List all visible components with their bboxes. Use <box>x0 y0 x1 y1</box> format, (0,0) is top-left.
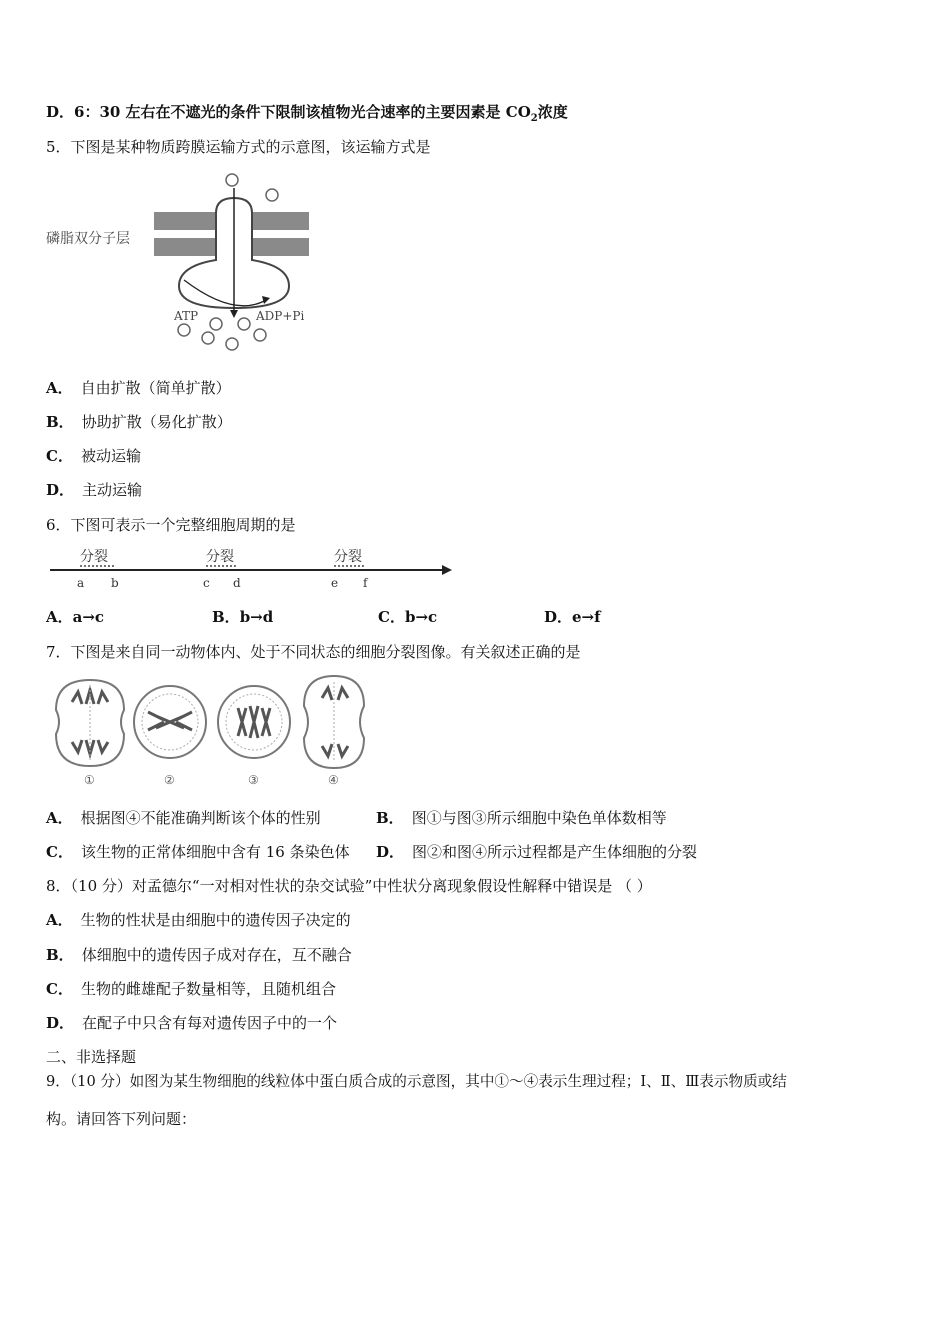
option-text: 生物的雌雄配子数量相等，且随机组合 <box>80 980 336 998</box>
molecule <box>266 189 278 201</box>
cell-label-1: ① <box>84 773 95 787</box>
q7-options-row-2 <box>46 842 697 862</box>
q6-option-a <box>46 607 212 627</box>
cell-cycle-timeline <box>46 544 456 592</box>
option-text: 协助扩散（易化扩散） <box>81 413 232 431</box>
option-text: b→d <box>239 608 274 626</box>
option-label: C． <box>46 843 73 861</box>
cell-label-4: ④ <box>328 773 339 787</box>
q7-option-a <box>46 808 376 828</box>
q5-stem: 5．下图是某种物质跨膜运输方式的示意图，该运输方式是 <box>46 138 431 156</box>
point-d: d <box>233 576 241 590</box>
cell-2 <box>134 686 206 758</box>
q7-stem: 7．下图是来自同一动物体内、处于不同状态的细胞分裂图像。有关叙述正确的是 <box>46 643 581 661</box>
section-heading: 二、非选择题 <box>46 1048 137 1066</box>
q7-options-row-1 <box>46 808 667 828</box>
option-text: 主动运输 <box>82 481 143 499</box>
option-text: 该生物的正常体细胞中含有 16 条染色体 <box>80 843 350 861</box>
q8-option-b <box>46 945 352 965</box>
option-label: A． <box>46 809 73 827</box>
molecule <box>226 174 238 186</box>
point-e: e <box>331 576 339 590</box>
option-text: 根据图④不能准确判断该个体的性别 <box>80 809 321 827</box>
option-label: B． <box>46 413 74 431</box>
q7-option-c <box>46 842 376 862</box>
q5-option-b <box>46 412 232 432</box>
q6-option-b <box>212 607 378 627</box>
option-text: 体细胞中的遗传因子成对存在，互不融合 <box>81 946 352 964</box>
q4-option-d <box>46 102 568 129</box>
adp-label: ADP+Pi <box>256 309 305 323</box>
option-label: A． <box>46 608 73 626</box>
option-label: C． <box>378 608 405 626</box>
option-label: B． <box>376 809 404 827</box>
q6-options-row <box>46 607 710 627</box>
molecule <box>254 329 266 341</box>
transport-arrow-head <box>230 310 238 318</box>
option-label: B． <box>46 946 74 964</box>
option-label: D． <box>544 608 573 626</box>
cell-division-figure <box>52 672 372 790</box>
cell-3 <box>218 686 290 758</box>
q7-option-d <box>376 843 697 861</box>
q8-option-c <box>46 979 336 999</box>
segment-label: 分裂 <box>80 549 108 565</box>
option-label: D． <box>46 103 75 121</box>
q9-stem-line-1: 9．（10 分）如图为某生物细胞的线粒体中蛋白质合成的示意图，其中①～④表示生理过程；Ⅰ、Ⅱ、Ⅲ表示物质或结 <box>46 1073 787 1090</box>
molecule <box>238 318 250 330</box>
cell-label-3: ③ <box>248 773 259 787</box>
segment-label: 分裂 <box>334 549 362 565</box>
cell-4 <box>304 676 364 768</box>
option-label: D． <box>376 843 405 861</box>
q8-option-d <box>46 1013 337 1033</box>
molecule <box>226 338 238 350</box>
option-text: 自由扩散（简单扩散） <box>80 379 231 397</box>
option-text: 6：30 左右在不遮光的条件下限制该植物光合速率的主要因素是 CO <box>74 103 531 121</box>
q8-option-a <box>46 910 351 930</box>
subscript: 2 <box>530 113 538 124</box>
option-label: D． <box>46 481 75 499</box>
option-label: B． <box>212 608 240 626</box>
option-text: 被动运输 <box>80 447 141 465</box>
q5-option-a <box>46 378 231 398</box>
option-text: e→f <box>572 608 601 626</box>
membrane-transport-figure <box>44 168 324 358</box>
option-text: a→c <box>72 608 105 626</box>
point-b: b <box>111 576 119 590</box>
option-label: A． <box>46 911 73 929</box>
q5-option-d <box>46 480 142 500</box>
option-label: C． <box>46 980 73 998</box>
molecule <box>178 324 190 336</box>
q6-option-c <box>378 607 544 627</box>
membrane-label: 磷脂双分子层 <box>46 231 130 247</box>
q8-stem: 8．（10 分）对孟德尔“一对相对性状的杂交试验”中性状分离现象假设性解释中错误是 （ ） <box>46 877 652 895</box>
point-f: f <box>363 576 368 590</box>
molecule <box>210 318 222 330</box>
option-label: C． <box>46 447 73 465</box>
option-text: 图①与图③所示细胞中染色单体数相等 <box>411 809 667 827</box>
cell-1 <box>56 680 124 766</box>
option-label: D． <box>46 1014 75 1032</box>
q6-option-d <box>544 607 710 627</box>
option-text: 图②和图④所示过程都是产生体细胞的分裂 <box>412 843 698 861</box>
atp-label: ATP <box>174 309 199 323</box>
q5-option-c <box>46 446 141 466</box>
cell-label-2: ② <box>164 773 175 787</box>
molecule <box>202 332 214 344</box>
timeline-arrow-head <box>442 565 452 575</box>
q7-option-b <box>376 809 667 827</box>
point-c: c <box>203 576 210 590</box>
segment-label: 分裂 <box>206 549 234 565</box>
q6-stem: 6．下图可表示一个完整细胞周期的是 <box>46 516 296 534</box>
option-label: A． <box>46 379 73 397</box>
point-a: a <box>77 576 85 590</box>
q9-stem-line-2: 构。请回答下列问题： <box>46 1110 197 1128</box>
option-text: b→c <box>404 608 438 626</box>
option-text-tail: 浓度 <box>537 103 568 121</box>
option-text: 在配子中只含有每对遗传因子中的一个 <box>82 1014 338 1032</box>
option-text: 生物的性状是由细胞中的遗传因子决定的 <box>80 911 351 929</box>
